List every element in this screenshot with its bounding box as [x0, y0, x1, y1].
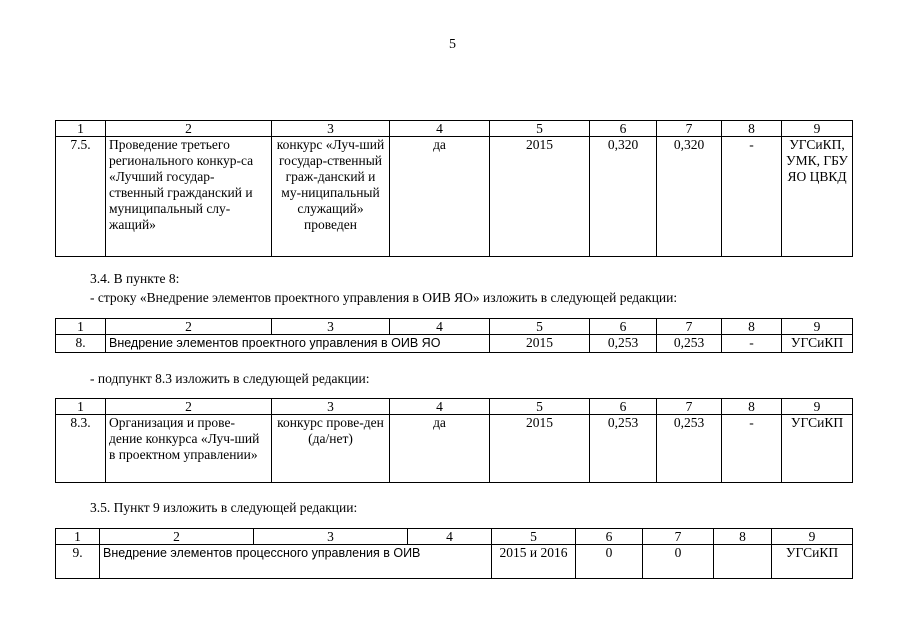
col-6-header: 6 [590, 121, 657, 137]
col-8-header: 8 [722, 121, 782, 137]
event-name: Проведение третьего регионального конкур-са «Лучший государ-ственный гражданский и муниципальный слу-жащий» [106, 137, 272, 257]
col-9-header: 9 [782, 319, 853, 335]
col-5-header: 5 [490, 319, 590, 335]
col-7-header: 7 [657, 319, 722, 335]
col-8-value [714, 545, 772, 579]
table-header-row [56, 399, 853, 415]
col-9-header: 9 [772, 529, 853, 545]
col-7-header: 7 [643, 529, 714, 545]
table-row [56, 415, 853, 483]
col-8-header: 8 [722, 399, 782, 415]
col-3-header: 3 [272, 121, 390, 137]
col-9-header: 9 [782, 121, 853, 137]
table-header-row [56, 319, 853, 335]
row-number: 8.3. [56, 415, 106, 483]
indicator: конкурс прове-ден (да/нет) [272, 415, 390, 483]
col-5-value: 2015 и 2016 [492, 545, 576, 579]
col-9-value: УГСиКП, УМК, ГБУ ЯО ЦВКД [782, 137, 853, 257]
paragraph-8-3-instruction: - подпункт 8.3 изложить в следующей редакции: [90, 371, 370, 386]
col-6-value: 0,253 [590, 335, 657, 353]
indicator: конкурс «Луч-ший государ-ственный граж-данский и му-ниципальный служащий» проведен [272, 137, 390, 257]
col-1-header: 1 [56, 319, 106, 335]
col-9-value: УГСиКП [782, 335, 853, 353]
col-6-header: 6 [590, 399, 657, 415]
col-5-value: 2015 [490, 415, 590, 483]
row-number: 9. [56, 545, 100, 579]
col-2-header: 2 [106, 121, 272, 137]
col-9-value: УГСиКП [772, 545, 853, 579]
col-5-header: 5 [490, 121, 590, 137]
row-number: 8. [56, 335, 106, 353]
col-7-value: 0 [643, 545, 714, 579]
col-4-header: 4 [390, 399, 490, 415]
paragraph-3-4: 3.4. В пункте 8: [90, 271, 180, 286]
col-6-value: 0 [576, 545, 643, 579]
col-7-header: 7 [657, 121, 722, 137]
paragraph-3-5: 3.5. Пункт 9 изложить в следующей редакции: [90, 500, 358, 515]
table-row [56, 335, 853, 353]
col-4-header: 4 [390, 121, 490, 137]
table-row [56, 545, 853, 579]
col-6-header: 6 [590, 319, 657, 335]
col-1-header: 1 [56, 399, 106, 415]
col-4-value: да [390, 415, 490, 483]
col-8-value: - [722, 415, 782, 483]
col-7-value: 0,253 [657, 335, 722, 353]
col-3-header: 3 [272, 319, 390, 335]
col-5-header: 5 [492, 529, 576, 545]
table-7-5 [55, 120, 853, 257]
table-9 [55, 528, 853, 579]
col-5-value: 2015 [490, 137, 590, 257]
paragraph-3-4-instruction: - строку «Внедрение элементов проектного управления в ОИВ ЯО» изложить в следующей редакции: [90, 290, 678, 305]
table-row [56, 137, 853, 257]
event-name: Организация и прове-дение конкурса «Луч-ший в проектном управлении» [106, 415, 272, 483]
event-name: Внедрение элементов процессного управления в ОИВ [100, 545, 492, 579]
col-8-header: 8 [722, 319, 782, 335]
col-9-value: УГСиКП [782, 415, 853, 483]
col-8-header: 8 [714, 529, 772, 545]
page-number: 5 [449, 37, 456, 52]
table-8 [55, 318, 853, 353]
col-5-value: 2015 [490, 335, 590, 353]
col-7-header: 7 [657, 399, 722, 415]
row-number: 7.5. [56, 137, 106, 257]
col-5-header: 5 [490, 399, 590, 415]
col-1-header: 1 [56, 121, 106, 137]
col-3-header: 3 [254, 529, 408, 545]
col-8-value: - [722, 335, 782, 353]
col-2-header: 2 [100, 529, 254, 545]
col-6-value: 0,253 [590, 415, 657, 483]
col-7-value: 0,320 [657, 137, 722, 257]
col-7-value: 0,253 [657, 415, 722, 483]
table-header-row [56, 121, 853, 137]
col-6-value: 0,320 [590, 137, 657, 257]
col-8-value: - [722, 137, 782, 257]
col-9-header: 9 [782, 399, 853, 415]
col-1-header: 1 [56, 529, 100, 545]
col-4-value: да [390, 137, 490, 257]
col-6-header: 6 [576, 529, 643, 545]
col-2-header: 2 [106, 319, 272, 335]
table-header-row [56, 529, 853, 545]
col-4-header: 4 [408, 529, 492, 545]
col-4-header: 4 [390, 319, 490, 335]
event-name: Внедрение элементов проектного управления в ОИВ ЯО [106, 335, 490, 353]
col-3-header: 3 [272, 399, 390, 415]
table-8-3 [55, 398, 853, 483]
col-2-header: 2 [106, 399, 272, 415]
